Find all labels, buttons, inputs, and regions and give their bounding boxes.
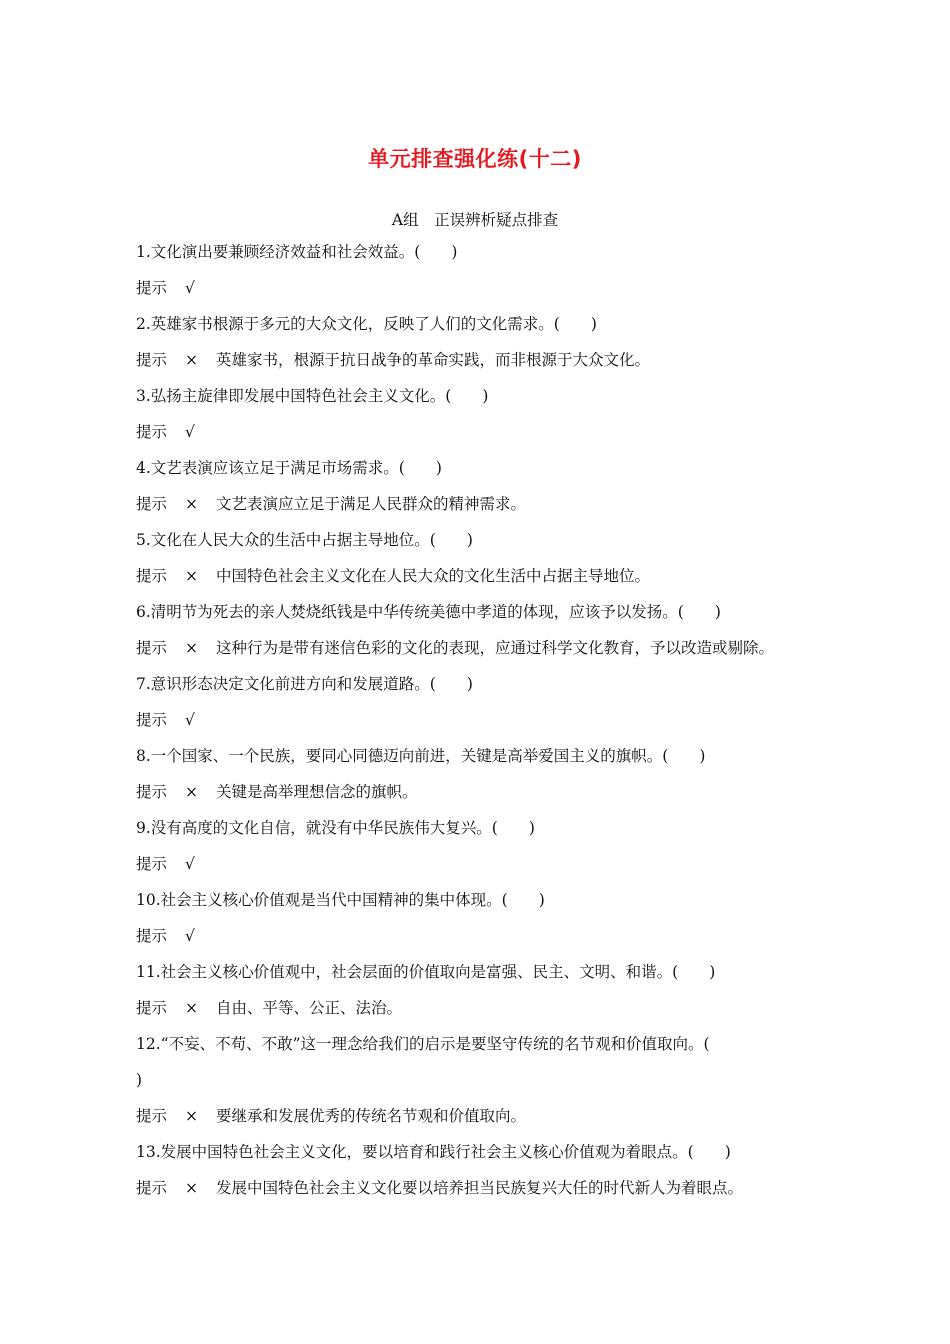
cross-mark: ×: [185, 567, 199, 585]
question-11: 11.社会主义核心价值观中，社会层面的价值取向是富强、民主、文明、和谐。( ): [136, 963, 716, 981]
check-mark: √: [185, 855, 195, 873]
question-1: 1.文化演出要兼顾经济效益和社会效益。( ): [136, 243, 458, 261]
question-8: 8.一个国家、一个民族，要同心同德迈向前进，关键是高举爱国主义的旗帜。( ): [136, 747, 706, 765]
question-6: 6.清明节为死去的亲人焚烧纸钱是中华传统美德中孝道的体现，应该予以发扬。( ): [136, 603, 721, 621]
check-mark: √: [185, 711, 195, 729]
hint-11: [136, 990, 826, 1026]
check-mark: √: [185, 927, 195, 945]
hint-5: [136, 558, 826, 594]
question-10: 10.社会主义核心价值观是当代中国精神的集中体现。( ): [136, 891, 545, 909]
hint-label: 提示: [136, 639, 168, 657]
hint-label: 提示: [136, 567, 168, 585]
hint-label: 提示: [136, 495, 168, 513]
hint-8: [136, 774, 826, 810]
question-7: 7.意识形态决定文化前进方向和发展道路。( ): [136, 675, 473, 693]
cross-mark: ×: [185, 1179, 199, 1197]
hint-label: 提示: [136, 999, 168, 1017]
hint-9: [136, 846, 826, 882]
hint-label: 提示: [136, 927, 168, 945]
question-12-continued: ): [136, 1071, 143, 1089]
hint-13: [136, 1170, 826, 1206]
hint-explanation: 这种行为是带有迷信色彩的文化的表现，应通过科学文化教育，予以改造或剔除。: [216, 639, 775, 657]
hint-label: 提示: [136, 279, 168, 297]
hint-explanation: 自由、平等、公正、法治。: [216, 999, 403, 1017]
hint-explanation: 要继承和发展优秀的传统名节观和价值取向。: [216, 1107, 527, 1125]
cross-mark: ×: [185, 639, 199, 657]
hint-label: 提示: [136, 351, 168, 369]
hint-3: [136, 414, 826, 450]
question-12: 12.“不妄、不苟、不敢”这一理念给我们的启示是要坚守传统的名节观和价值取向。(: [136, 1035, 710, 1053]
section-heading: A组 正误辨析疑点排查: [391, 211, 559, 229]
hint-label: 提示: [136, 711, 168, 729]
question-2: 2.英雄家书根源于多元的大众文化，反映了人们的文化需求。( ): [136, 315, 597, 333]
hint-explanation: 英雄家书，根源于抗日战争的革命实践，而非根源于大众文化。: [216, 351, 651, 369]
cross-mark: ×: [185, 1107, 199, 1125]
hint-explanation: 发展中国特色社会主义文化要以培养担当民族复兴大任的时代新人为着眼点。: [216, 1179, 744, 1197]
page-title: 单元排查强化练(十二): [368, 147, 582, 171]
question-list: [136, 234, 826, 1206]
hint-7: [136, 702, 826, 738]
cross-mark: ×: [185, 351, 199, 369]
question-9: 9.没有高度的文化自信，就没有中华民族伟大复兴。( ): [136, 819, 535, 837]
hint-2: [136, 342, 826, 378]
cross-mark: ×: [185, 783, 199, 801]
hint-label: 提示: [136, 1107, 168, 1125]
check-mark: √: [185, 423, 195, 441]
hint-1: [136, 270, 826, 306]
cross-mark: ×: [185, 999, 199, 1017]
hint-explanation: 文艺表演应立足于满足人民群众的精神需求。: [216, 495, 527, 513]
hint-12: [136, 1098, 826, 1134]
check-mark: √: [185, 279, 195, 297]
hint-10: [136, 918, 826, 954]
hint-label: 提示: [136, 423, 168, 441]
hint-4: [136, 486, 826, 522]
hint-6: [136, 630, 826, 666]
question-4: 4.文艺表演应该立足于满足市场需求。( ): [136, 459, 442, 477]
hint-label: 提示: [136, 1179, 168, 1197]
cross-mark: ×: [185, 495, 199, 513]
hint-explanation: 关键是高举理想信念的旗帜。: [216, 783, 418, 801]
question-3: 3.弘扬主旋律即发展中国特色社会主义文化。( ): [136, 387, 489, 405]
question-5: 5.文化在人民大众的生活中占据主导地位。( ): [136, 531, 473, 549]
question-13: 13.发展中国特色社会主义文化，要以培育和践行社会主义核心价值观为着眼点。( ): [136, 1143, 731, 1161]
hint-label: 提示: [136, 855, 168, 873]
hint-label: 提示: [136, 783, 168, 801]
hint-explanation: 中国特色社会主义文化在人民大众的文化生活中占据主导地位。: [216, 567, 651, 585]
